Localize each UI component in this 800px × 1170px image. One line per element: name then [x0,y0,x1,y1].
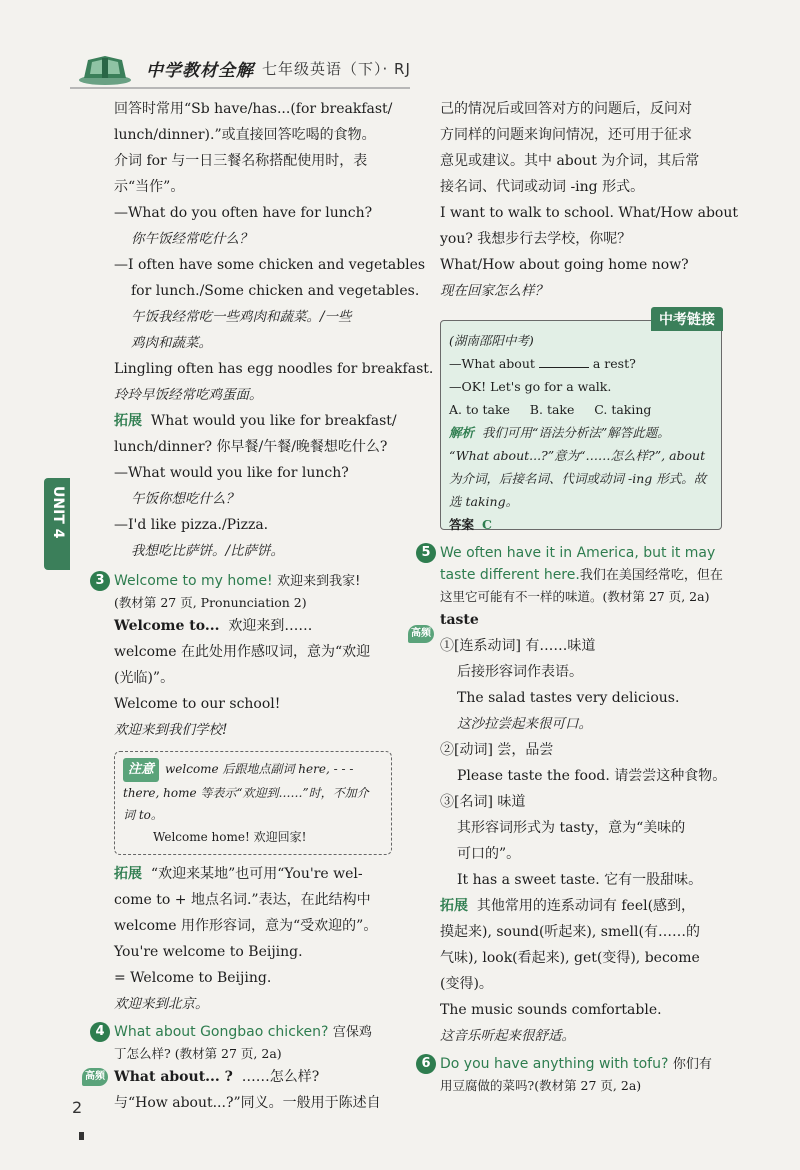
example-sentence: It has a sweet taste. 它有一股甜味。 [457,872,703,888]
text-line: welcome 在此处用作感叹词，意为“欢迎 [114,644,371,660]
section-3-heading: 3 Welcome to my home! 欢迎来到我家! [114,570,404,593]
section-4-heading: 4 What about Gongbao chicken? 宫保鸡 [114,1021,404,1044]
note-example: Welcome home! 欢迎回家! [153,830,307,844]
definition-note: 其形容词形式为 tasty，意为“美味的 [457,820,686,836]
example-answer: —I often have some chicken and vegetables [114,257,426,273]
extension-line: welcome 用作形容词，意为“受欢迎的”。 [114,918,378,934]
example-sentence-cn: 现在回家怎么样？ [440,283,548,299]
exam-link-box [440,312,722,532]
text-line: 介词 for 与一日三餐名称搭配使用时，表 [114,153,368,169]
section-number: 5 [416,543,436,563]
example-question-cn: 午饭你想吃什么？ [131,491,239,507]
example-sentence: Lingling often has egg noodles for breakfast. [114,361,434,377]
answer-blank [539,355,589,368]
extension-tag: 拓展 [114,413,142,429]
example-sentence-cn: 玲玲早饭经常吃鸡蛋面。 [114,387,263,403]
example-sentence: Welcome to our school! [114,696,281,712]
key-phrase: 高频 What about... ? ……怎么样? [114,1064,404,1090]
section-6-heading: 6 Do you have anything with tofu? 你们有 [440,1053,730,1076]
example-sentence: you? 我想步行去学校，你呢？ [440,231,632,247]
book-logo-icon [78,52,132,86]
example-sentence-cn: 欢迎来到我们学校! [114,722,228,738]
example-sentence: You're welcome to Beijing. [114,944,303,960]
note-box: 注意 welcome 后跟地点副词 here, - - - there, home 等表示“欢迎到……”时，不加介 词 to。 Welcome home! 欢迎回家! [114,751,392,855]
extension-line: (变得)。 [440,976,493,992]
page-mark [79,1132,84,1140]
example-answer-cn: 鸡肉和蔬菜。 [131,335,212,351]
extension-line: lunch/dinner? 你早餐/午餐/晚餐想吃什么? [114,439,388,455]
example-sentence-cn: 这音乐听起来很舒适。 [440,1028,575,1044]
extension-line: 拓展 “欢迎来某地”也可用“You're wel- [114,866,363,882]
definition: ③[名词] 味道 [440,794,526,810]
extension-tag: 拓展 [114,866,142,882]
section-number: 4 [90,1022,110,1042]
textbook-reference: 这里它可能有不一样的味道。(教材第 27 页, 2a) [440,589,710,604]
key-word: taste [440,612,479,628]
definition: 高频 ①[连系动词] 有……味道 [440,633,730,659]
textbook-reference: (教材第 27 页, Pronunciation 2) [114,595,307,610]
example-answer-cn: 我想吃比萨饼。/比萨饼。 [131,543,285,559]
section-number: 6 [416,1054,436,1074]
text-line: 回答时常用“Sb have/has...(for breakfast/ [114,101,393,117]
extension-line: 拓展 What would you like for breakfast/ [114,413,397,429]
text-line: 与“How about...?”同义。一般用于陈述自 [114,1095,381,1111]
example-sentence: The music sounds comfortable. [440,1002,662,1018]
exam-link-tag: 中考链接 [651,307,723,331]
exam-analysis: 解析 我们可用“语法分析法”解答此题。 [449,425,670,440]
text-line: lunch/dinner).”或直接回答吃喝的食物。 [114,127,376,143]
definition: ②[动词] 尝，品尝 [440,742,554,758]
textbook-reference: 用豆腐做的菜吗?(教材第 27 页, 2a) [440,1078,642,1093]
high-frequency-badge: 高频 [408,625,434,643]
page-header [0,0,800,90]
header-divider [70,87,410,89]
exam-question: —OK! Let's go for a walk. [449,379,612,394]
example-question: —What do you often have for lunch? [114,205,373,221]
exam-question: —What about a rest? [449,356,636,371]
definition-note: 后接形容词作表语。 [457,664,583,680]
exam-analysis: 为介词，后接名词、代词或动词 -ing 形式。故 [449,471,707,486]
section-number: 3 [90,571,110,591]
unit-label: UNIT 4 [50,486,66,539]
text-line: 示“当作”。 [114,179,185,195]
example-answer: for lunch./Some chicken and vegetables. [131,283,420,299]
unit-side-tab [44,478,70,570]
extension-tag: 拓展 [440,898,468,914]
section-5-heading: 5 We often have it in America, but it may [440,542,730,564]
exam-answer: 答案 C [449,517,492,532]
example-answer-cn: 午饭我经常吃一些鸡肉和蔬菜。/一些 [131,309,352,325]
extension-line: 摸起来), sound(听起来), smell(有……的 [440,924,700,940]
extension-line: come to + 地点名词.”表达，在此结构中 [114,892,371,908]
exam-analysis: “What about...?”意为“……怎么样?”, about [449,448,706,463]
header-subtitle: 七年级英语（下）· RJ [262,60,411,78]
definition-note: 可口的”。 [457,846,521,862]
text-line: 方同样的问题来询问情况，还可用于征求 [440,127,692,143]
example-sentence: = Welcome to Beijing. [114,970,272,986]
key-phrase: Welcome to... 欢迎来到…… [114,618,313,634]
text-line: 意见或建议。其中 about 为介词，其后常 [440,153,700,169]
exam-analysis: 选 taking。 [449,494,519,509]
analysis-tag: 解析 [449,425,475,440]
text-line: (光临)”。 [114,670,175,686]
text-line: 己的情况后或回答对方的问题后，反问对 [440,101,692,117]
example-sentence: What/How about going home now? [440,257,689,273]
example-sentence: Please taste the food. 请尝尝这种食物。 [457,768,727,784]
example-sentence: I want to walk to school. What/How about [440,205,738,221]
exam-source: (湖南邵阳中考) [449,333,534,348]
example-sentence-cn: 欢迎来到北京。 [114,996,209,1012]
example-answer: —I'd like pizza./Pizza. [114,517,269,533]
left-column [85,96,434,1116]
note-tag: 注意 [123,758,159,782]
right-column: 己的情况后或回答对方的问题后，反问对 方同样的问题来询问情况，还可用于征求 意见或建议。其中 about 为介词，其后常 接名词、代词或动词 -ing 形式。 I want to walk to school. What/How about you? 我想步行去学校，你呢？ What/How about going home now? 现在回家怎么样？ 中考链接 (湖南邵阳中考) —What about a rest? —OK! Let's go for a walk. A. to take B. take C. taking 解析 我们可用“语法分析法”解答此题。 “What about...?”意为“……怎么样?”, about 为介词，后接名词、代词或动词 -ing 形式。故 选 taking。 答案 C 5 We often have it in America, but it may taste different here.我们在美国经常吃，但在 这里它可能有不一样的味道。(教材第 27 页, 2a) taste 高频 ①[连系动词] 有……味道 后接形容词作表语。 The salad tastes very delicious. 这沙拉尝起来很可口。 ②[动词] 尝，品尝 Please taste the food. 请尝尝这种食物。 ③[名词] 味道 其形容词形式为 tasty，意为“美味的 可口的”。 It has a sweet taste. 它有一股甜味。 拓展 其他常用的连系动词有 feel(感到， 摸起来), sound(听起来), smell(有……的 气味), look(看起来), get(变得), become (变得)。 The music sounds comfortable. 这音乐听起来很舒适。 6 Do you have anything with tofu? 你们有 用豆腐做的菜吗?(教材第 27 页, 2a) [440,96,730,1096]
extension-line: 气味), look(看起来), get(变得), become [440,950,700,966]
page-number: 2 [72,1098,83,1117]
high-frequency-badge: 高频 [82,1068,108,1086]
example-question-cn: 你午饭经常吃什么？ [131,231,253,247]
example-sentence-cn: 这沙拉尝起来很可口。 [457,716,592,732]
exam-options: A. to take B. take C. taking [449,402,652,417]
example-sentence: The salad tastes very delicious. [457,690,680,706]
textbook-reference: 丁怎么样? (教材第 27 页, 2a) [114,1046,282,1061]
extension-line: 拓展 其他常用的连系动词有 feel(感到， [440,898,696,914]
example-question: —What would you like for lunch? [114,465,349,481]
text-line: 接名词、代词或动词 -ing 形式。 [440,179,645,195]
header-title: 中学教材全解 [146,61,254,81]
